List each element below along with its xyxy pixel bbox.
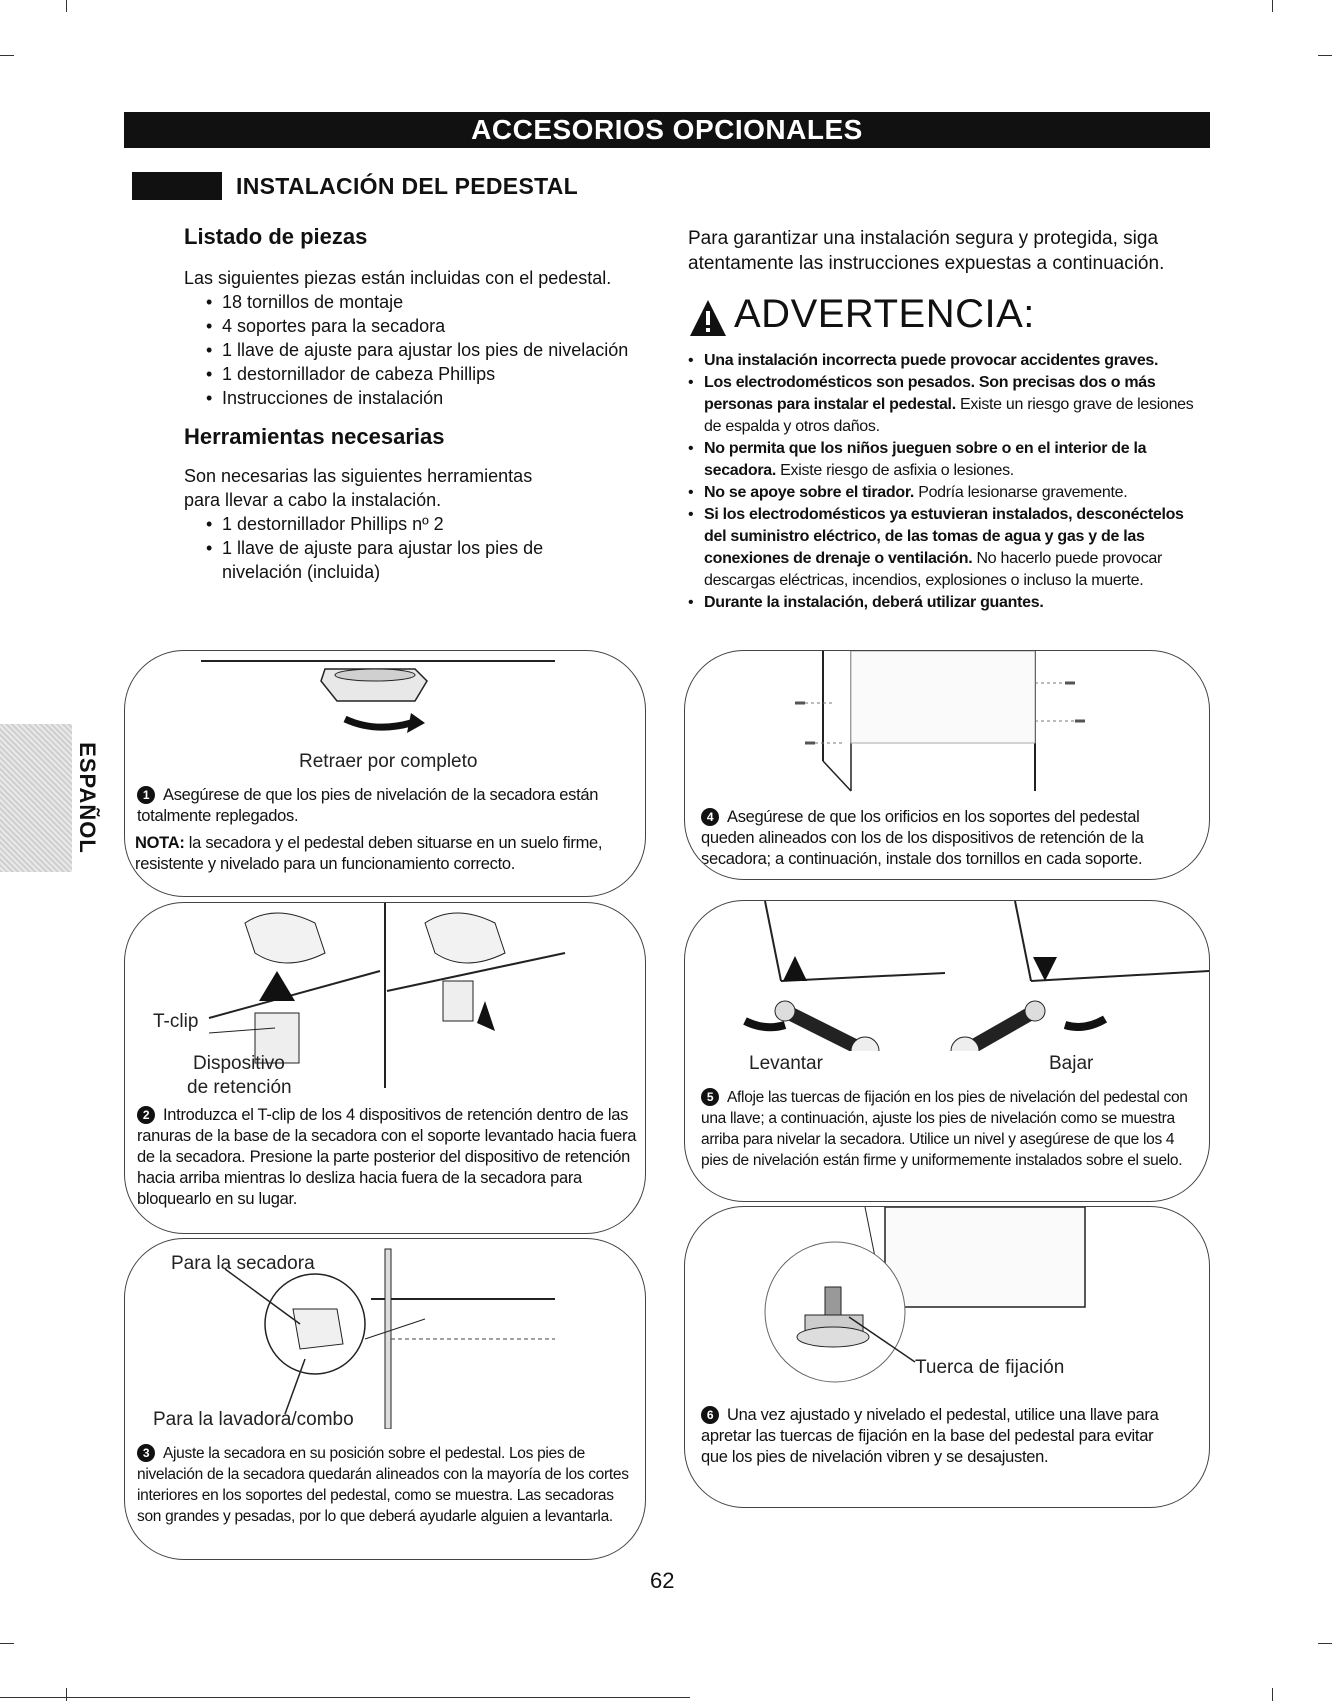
- list-item: [688, 482, 1198, 504]
- list-item: [688, 438, 1198, 482]
- list-item: • Instrucciones de instalación: [206, 386, 644, 410]
- tools-heading: Herramientas necesarias: [184, 424, 445, 449]
- step-6-instruction: Una vez ajustado y nivelado el pedestal, utilice una llave para apretar las tuercas de fijación en la base del pedestal para evitar que los pies de nivelación vibren y se desajusten.: [701, 1406, 1159, 1466]
- step-1-label: Retraer por completo: [299, 751, 478, 772]
- step-4-number: 4: [701, 808, 719, 826]
- warning-bold: No se apoye sobre el tirador.: [704, 484, 915, 501]
- step-4-panel: [684, 650, 1210, 880]
- leveling-adjust-illustration: [685, 901, 1209, 1051]
- step-5-number: 5: [701, 1088, 719, 1106]
- warning-bold: Una instalación incorrecta puede provocar accidentes graves.: [704, 352, 1159, 369]
- bottom-rule: [0, 1697, 690, 1698]
- step-1-instruction: Asegúrese de que los pies de nivelación de la secadora están totalmente replegados.: [137, 786, 599, 825]
- step-3-panel: [124, 1238, 646, 1560]
- crop-mark: [66, 1688, 67, 1701]
- section-marker: [132, 172, 222, 200]
- warning-header: [688, 292, 1198, 342]
- step-2-number: 2: [137, 1106, 155, 1124]
- list-item: • 1 llave de ajuste para ajustar los pies de nivelación: [206, 338, 644, 362]
- crop-mark: [1272, 0, 1273, 12]
- step-4-text: [701, 807, 1195, 870]
- crop-mark: [0, 1643, 14, 1644]
- crop-mark: [1318, 1643, 1332, 1644]
- bracket-screws-illustration: [685, 651, 1209, 796]
- tools-list: [206, 512, 626, 584]
- step-5-panel: [684, 900, 1210, 1202]
- warning-bold: No permita que los niños jueguen sobre o en el interior de la secadora.: [704, 440, 1147, 479]
- crop-mark: [66, 0, 67, 12]
- step-3-number: 3: [137, 1444, 155, 1462]
- parts-section: [184, 224, 644, 584]
- warning-title: ADVERTENCIA:: [734, 292, 1035, 336]
- page-number: 62: [650, 1568, 675, 1593]
- raise-label: Levantar: [749, 1053, 823, 1074]
- warning-bold: Los electrodomésticos son pesados. Son precisas dos o más personas para instalar el pedestal.: [704, 374, 1156, 413]
- parts-intro: Las siguientes piezas están incluidas con el pedestal.: [184, 268, 612, 288]
- warning-text: Existe riesgo de asfixia o lesiones.: [776, 462, 1014, 479]
- warning-list: [688, 350, 1198, 614]
- tools-intro-2: para llevar a cabo la instalación.: [184, 490, 442, 510]
- crop-mark: [0, 55, 14, 56]
- step-1-number: 1: [137, 786, 155, 804]
- t-clip-label: T-clip: [153, 1011, 199, 1032]
- step-6-text: [701, 1405, 1161, 1468]
- language-tab: [0, 724, 72, 872]
- list-item: [688, 592, 1198, 614]
- warning-text: Existe un riesgo grave de lesiones de espalda y otros daños.: [704, 396, 1194, 435]
- lower-label: Bajar: [1049, 1053, 1094, 1074]
- for-dryer-label: Para la secadora: [171, 1253, 315, 1274]
- crop-mark: [1318, 55, 1332, 56]
- list-item: • 4 soportes para la secadora: [206, 314, 644, 338]
- step-1-panel: [124, 650, 646, 897]
- list-item: [688, 372, 1198, 438]
- list-item: • 1 llave de ajuste para ajustar los pies de nivelación (incluida): [206, 536, 626, 584]
- warning-bold: Durante la instalación, deberá utilizar guantes.: [704, 594, 1044, 611]
- step-5-text: [701, 1087, 1195, 1171]
- list-item: [688, 504, 1198, 592]
- step-2-panel: [124, 902, 646, 1234]
- language-tab-label: ESPAÑOL: [75, 742, 100, 854]
- list-item: • 18 tornillos de montaje: [206, 290, 644, 314]
- warning-text: Podría lesionarse gravemente.: [914, 484, 1128, 501]
- warning-bold: Si los electrodomésticos ya estuvieran instalados, desconéctelos del suministro eléctrico, de las tomas de agua y gas y de las conexiones de drenaje o ventilación.: [704, 506, 1184, 567]
- parts-list: [206, 290, 644, 410]
- step-6-number: 6: [701, 1406, 719, 1424]
- step-5-instruction: Afloje las tuercas de fijación en los pies de nivelación del pedestal con una llave; a continuación, ajuste los pies de nivelación como se muestra arriba para nivelar la secadora. Utilice un nivel y asegúrese de que los 4 pies de nivelación están firme y uniformemente instalados sobre el suelo.: [701, 1089, 1188, 1169]
- step-3-instruction: Ajuste la secadora en su posición sobre el pedestal. Los pies de nivelación de la secadora quedarán alineados con la mayoría de los cortes interiores en los soportes del pedestal, como se muestra. Las secadoras son grandes y pesadas, por lo que deberá ayudarle alguien a levantarla.: [137, 1445, 629, 1525]
- tools-intro-1: Son necesarias las siguientes herramientas: [184, 466, 533, 486]
- step-1-note: [135, 833, 635, 875]
- page-banner: ACCESORIOS OPCIONALES: [124, 112, 1210, 148]
- step-1-text: [137, 785, 637, 827]
- parts-heading: Listado de piezas: [184, 224, 368, 249]
- list-item: • 1 destornillador Phillips nº 2: [206, 512, 626, 536]
- section-title: INSTALACIÓN DEL PEDESTAL: [236, 173, 578, 199]
- list-item: [688, 350, 1198, 372]
- device-label: de retención: [187, 1077, 292, 1098]
- step-2-text: [137, 1105, 637, 1210]
- crop-mark: [1272, 1688, 1273, 1701]
- warning-text: No hacerlo puede provocar descargas eléctricas, incendios, explosiones o incluso la muerte.: [704, 550, 1163, 589]
- lock-nut-label: Tuerca de fijación: [915, 1357, 1065, 1378]
- safety-intro: Para garantizar una instalación segura y protegida, siga atentamente las instrucciones expuestas a continuación.: [688, 228, 1165, 274]
- step-4-instruction: Asegúrese de que los orificios en los soportes del pedestal queden alineados con los de los dispositivos de retención de la secadora; a continuación, instale dos tornillos en cada soporte.: [701, 808, 1144, 868]
- warning-icon: [688, 298, 728, 338]
- step-3-text: [137, 1443, 637, 1527]
- safety-section: [688, 226, 1198, 614]
- language-tab-label-box: [72, 724, 102, 872]
- step-6-panel: [684, 1206, 1210, 1508]
- list-item: • 1 destornillador de cabeza Phillips: [206, 362, 644, 386]
- device-label: Dispositivo: [193, 1053, 285, 1074]
- step-2-instruction: Introduzca el T-clip de los 4 dispositivos de retención dentro de las ranuras de la base de la secadora con el soporte levantado hacia fuera de la secadora. Presione la parte posterior del dispositivo de retención hacia arriba mientras lo desliza hacia fuera de la secadora para bloquearlo en su lugar.: [137, 1106, 637, 1208]
- for-washer-label: Para la lavadora/combo: [153, 1409, 354, 1430]
- note-label: NOTA:: [135, 834, 185, 852]
- note-text: la secadora y el pedestal deben situarse en un suelo firme, resistente y nivelado para un funcionamiento correcto.: [135, 834, 603, 873]
